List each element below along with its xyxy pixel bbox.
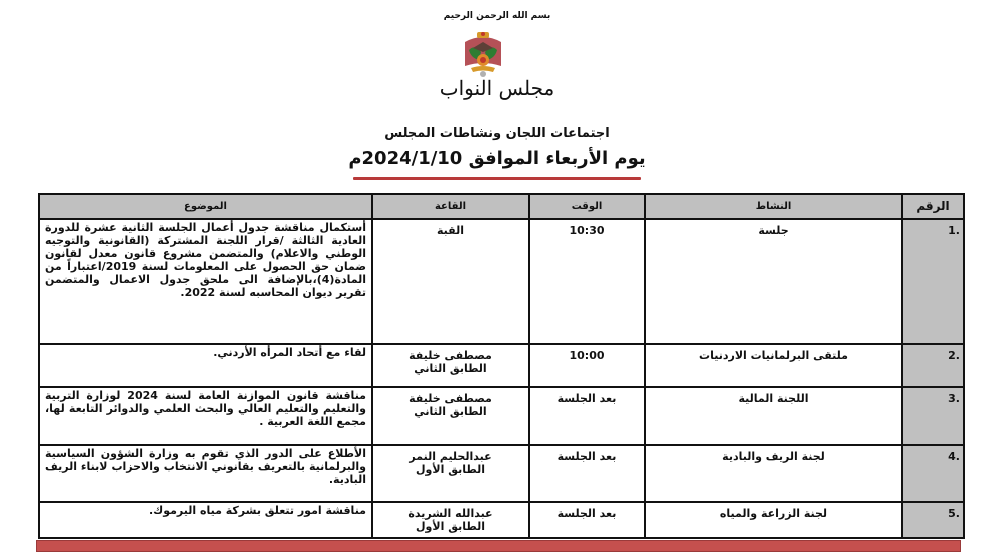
row-hall [372, 344, 529, 387]
table-row [39, 502, 964, 538]
row-time: بعد الجلسة [529, 387, 645, 445]
hall-name: عبدالحليم النمر [409, 450, 492, 463]
schedule-table [38, 193, 965, 539]
table-row [39, 445, 964, 502]
row-number: 1. [902, 219, 964, 344]
table-header-row [39, 194, 964, 219]
row-activity: لجنة الريف والبادية [645, 445, 902, 502]
row-subject: مناقشة قانون الموازنة العامة لسنة 2024 لوزارة التربية والتعليم والتعليم العالي والبحث العلمي والدوائر التابعة لها، مجمع اللغة العربية . [39, 387, 372, 445]
jordan-emblem-icon [457, 30, 509, 78]
row-number: 5. [902, 502, 964, 538]
row-number: 4. [902, 445, 964, 502]
basmala: بسم الله الرحمن الرحيم [443, 11, 551, 21]
document-date: يوم الأربعاء الموافق 2024/1/10م [348, 148, 646, 169]
row-subject: الأطلاع على الدور الذي تقوم به وزارة الشؤون السياسية والبرلمانية بالتعريف بقانوني الانتخاب والاحزاب لابناء الريف البادية. [39, 445, 372, 502]
row-number: 2. [902, 344, 964, 387]
row-subject: مناقشة امور تتعلق بشركة مياه اليرموك. [39, 502, 372, 538]
column-header-number: الرقم [902, 194, 964, 219]
column-header-subject: الموضوع [39, 194, 372, 219]
row-time: 10:30 [529, 219, 645, 344]
hall-floor: الطابق الأول [416, 463, 485, 476]
row-time: 10:00 [529, 344, 645, 387]
hall-name: مصطفى خليفة [409, 349, 492, 362]
row-hall [372, 219, 529, 344]
row-activity: ملتقى البرلمانيات الاردنيات [645, 344, 902, 387]
council-name-logo: مجلس النواب [439, 76, 555, 100]
hall-name: مصطفى خليفة [409, 392, 492, 405]
table-row [39, 387, 964, 445]
hall-floor: الطابق الثاني [414, 405, 487, 418]
table-row [39, 344, 964, 387]
date-underline [353, 177, 641, 180]
row-hall [372, 387, 529, 445]
row-time: بعد الجلسة [529, 445, 645, 502]
row-time: بعد الجلسة [529, 502, 645, 538]
column-header-hall: القاعة [372, 194, 529, 219]
hall-name: عبدالله الشريدة [408, 507, 493, 520]
column-header-time: الوقت [529, 194, 645, 219]
row-subject: أستكمال مناقشة جدول أعمال الجلسة الثانية عشرة للدورة العادية الثالثة /قرار اللجنة المشتركة (القانونية والتوجيه الوطني والاعلام) والمتضمن مشروع قانون معدل لقانون ضمان حق الحصول على المعلومات لسنة 2019/اعتباراً من المادة(4)،بالإضافة الى ملحق جدول الاعمال والمتضمن تقرير ديوان المحاسبه لسنة 2022. [39, 219, 372, 344]
hall-floor: الطابق الثاني [414, 362, 487, 375]
row-activity: اللجنة المالية [645, 387, 902, 445]
footer-divider-bar [36, 540, 961, 552]
column-header-activity: النشاط [645, 194, 902, 219]
row-subject: لقاء مع أتحاد المرأه الأردني. [39, 344, 372, 387]
table-row [39, 219, 964, 344]
document-title: اجتماعات اللجان ونشاطات المجلس [384, 126, 610, 141]
hall-floor: الطابق الأول [416, 520, 485, 533]
row-hall [372, 445, 529, 502]
row-hall [372, 502, 529, 538]
row-number: 3. [902, 387, 964, 445]
row-activity: جلسة [645, 219, 902, 344]
row-activity: لجنة الزراعة والمياه [645, 502, 902, 538]
hall-name: القبة [437, 224, 464, 237]
